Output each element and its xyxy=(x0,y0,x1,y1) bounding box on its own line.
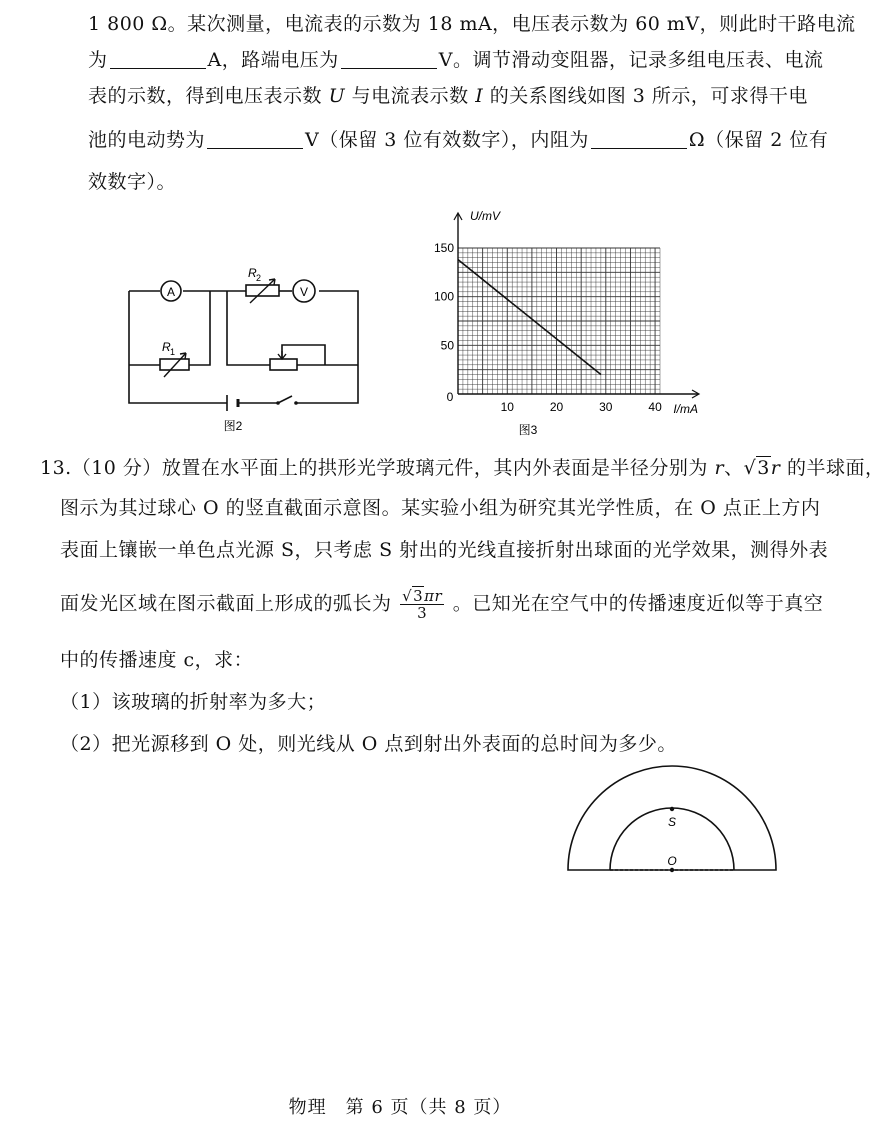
center-point xyxy=(670,868,674,872)
source-point xyxy=(670,807,674,811)
x-tick-label: 40 xyxy=(648,400,662,414)
q12-line-1: 1 800 Ω。某次测量，电流表的示数为 18 mA，电压表示数为 60 mV，则此时干路电流 xyxy=(88,13,856,35)
graph-axes xyxy=(454,213,699,398)
r2-subscript: 2 xyxy=(256,273,262,283)
answer-blank-resistance[interactable] xyxy=(591,130,687,149)
r1-subscript: 1 xyxy=(170,347,176,357)
q12-line-4: 池的电动势为 V（保留 3 位有效数字），内阻为 Ω（保留 2 位有 xyxy=(88,129,829,151)
answer-blank-voltage[interactable] xyxy=(341,50,437,69)
figure-2-caption: 图2 xyxy=(223,419,243,433)
arc-length-fraction: $\frac{√3\pi r}{3}$ xyxy=(402,587,443,622)
q13-line-2: 图示为其过球心 O 的竖直截面示意图。某实验小组为研究其光学性质，在 O 点正上方内 xyxy=(60,497,821,519)
center-label: O xyxy=(667,854,677,868)
r1-resistor xyxy=(160,359,189,370)
y-axis-label: U/mV xyxy=(470,209,500,223)
figure-3-graph xyxy=(420,208,710,440)
sqrt-three: √3 xyxy=(743,457,770,479)
r1-label: R xyxy=(162,340,171,354)
q13-part-2: （2）把光源移到 O 处，则光线从 O 点到射出外表面的总时间为多少。 xyxy=(60,733,677,755)
q13-part-1: （1）该玻璃的折射率为多大； xyxy=(60,691,327,713)
figure-3-caption: 图3 xyxy=(518,423,538,437)
graph-grid xyxy=(458,248,660,394)
q12-line-2: 为 A，路端电压为 V。调节滑动变阻器，记录多组电压表、电流 xyxy=(88,49,824,71)
x-tick-label: 20 xyxy=(549,400,564,414)
x-axis-label: I/mA xyxy=(673,402,698,416)
voltmeter-label: V xyxy=(299,285,309,299)
y-tick-label: 150 xyxy=(433,241,454,255)
y-tick-label: 100 xyxy=(433,289,454,304)
q13-line-4: 面发光区域在图示截面上形成的弧长为 $\frac{√3\pi r}{3}$ 。已知光在空气中的传播速度近似等于真空 xyxy=(60,587,824,622)
q13-line-5: 中的传播速度 c，求： xyxy=(60,649,254,671)
answer-blank-emf[interactable] xyxy=(207,130,303,149)
rheostat xyxy=(270,359,297,370)
r2-label: R xyxy=(248,266,257,280)
q12-line-3: 表的示数，得到电压表示数 U 与电流表示数 I 的关系图线如图 3 所示，可求得干电 xyxy=(88,85,808,107)
rheostat-slider-arrow xyxy=(278,351,286,359)
y-tick-label: 50 xyxy=(440,338,454,353)
figure-2-circuit xyxy=(110,255,380,435)
answer-blank-current[interactable] xyxy=(110,50,206,69)
q12-line-5: 效数字）。 xyxy=(88,171,177,193)
x-tick-label: 10 xyxy=(500,400,514,414)
q13-line-3: 表面上镶嵌一单色点光源 S，只考虑 S 射出的光线直接折射出球面的光学效果，测得外表 xyxy=(60,539,829,561)
origin-label: 0 xyxy=(446,390,454,404)
x-tick-label: 30 xyxy=(599,400,613,414)
switch-contact xyxy=(276,401,280,405)
figure-13-hemisphere xyxy=(560,765,785,880)
q13-line-1: 13.（10 分）放置在水平面上的拱形光学玻璃元件，其内外表面是半径分别为 r、√3r 的半球面， xyxy=(40,457,884,479)
series-line xyxy=(458,260,601,375)
switch-contact xyxy=(294,401,298,405)
page-footer: 物理 第 6 页（共 8 页） xyxy=(288,1097,512,1118)
source-label: S xyxy=(667,815,677,829)
ammeter-label: A xyxy=(166,285,176,299)
